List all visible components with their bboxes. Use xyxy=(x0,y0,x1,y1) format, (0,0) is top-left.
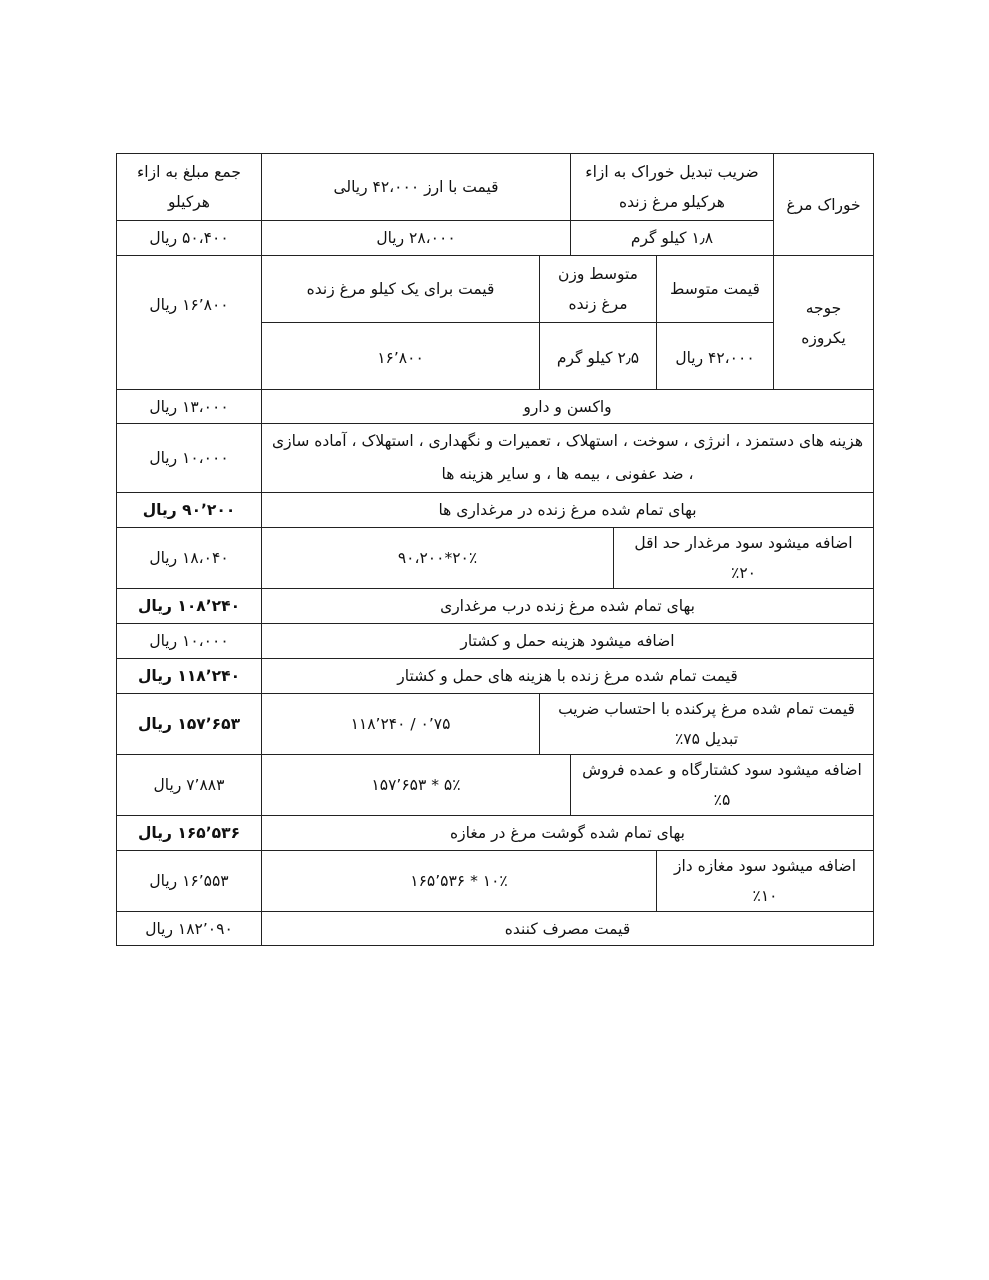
plucked-cost-label: قیمت تمام شده مرغ پرکنده با احتساب ضریب تبدیل ۷۵٪ xyxy=(540,694,874,755)
conversion-header: ضریب تبدیل خوراک به ازاء هرکیلو مرغ زنده xyxy=(571,154,774,221)
overhead-label: هزینه های دستمزد ، انرژی ، سوخت ، استهلاک ، تعمیرات و نگهداری ، استهلاک ، آماده سازی ، ضد عفونی ، بیمه ها ، و سایر هزینه ها xyxy=(262,424,874,493)
table-row xyxy=(117,493,874,528)
transport-label: اضافه میشود هزینه حمل و کشتار xyxy=(262,624,874,659)
shop-cost-total: ۱۶۵٬۵۳۶ ریال xyxy=(117,816,262,851)
plucked-cost-calc: ۰٬۷۵ / ۱۱۸٬۲۴۰ xyxy=(262,694,540,755)
table-row xyxy=(117,528,874,589)
wholesale-profit-label: اضافه میشود سود کشتارگاه و عمده فروش ۵٪ xyxy=(571,755,874,816)
table-row xyxy=(117,659,874,694)
per-kilo-header: قیمت برای یک کیلو مرغ زنده xyxy=(262,256,540,323)
slaughter-cost-label: قیمت تمام شده مرغ زنده با هزینه های حمل و کشتار xyxy=(262,659,874,694)
table-row xyxy=(117,851,874,912)
avg-weight-header: متوسط وزن مرغ زنده xyxy=(540,256,657,323)
farmer-profit-label: اضافه میشود سود مرغدار حد اقل ۲۰٪ xyxy=(614,528,874,589)
farm-cost-total: ۹۰٬۲۰۰ ریال xyxy=(117,493,262,528)
table-row xyxy=(117,816,874,851)
farmer-profit-total: ۱۸،۰۴۰ ریال xyxy=(117,528,262,589)
table-row xyxy=(117,694,874,755)
table-row xyxy=(117,256,874,323)
shop-cost-label: بهای تمام شده گوشت مرغ در مغازه xyxy=(262,816,874,851)
shop-profit-label: اضافه میشود سود مغازه داز ۱۰٪ xyxy=(657,851,874,912)
price-header: قیمت با ارز ۴۲،۰۰۰ ریالی xyxy=(262,154,571,221)
farm-gate-label: بهای تمام شده مرغ زنده درب مرغداری xyxy=(262,589,874,624)
overhead-total: ۱۰،۰۰۰ ریال xyxy=(117,424,262,493)
shop-profit-calc: ۱۰٪ * ۱۶۵٬۵۳۶ xyxy=(262,851,657,912)
farm-cost-label: بهای تمام شده مرغ زنده در مرغداری ها xyxy=(262,493,874,528)
table-row xyxy=(117,154,874,221)
farm-gate-total: ۱۰۸٬۲۴۰ ریال xyxy=(117,589,262,624)
slaughter-cost-total: ۱۱۸٬۲۴۰ ریال xyxy=(117,659,262,694)
plucked-cost-total: ۱۵۷٬۶۵۳ ریال xyxy=(117,694,262,755)
table-row xyxy=(117,221,874,256)
wholesale-profit-calc: ۵٪ * ۱۵۷٬۶۵۳ xyxy=(262,755,571,816)
avg-price-value: ۴۲،۰۰۰ ریال xyxy=(657,323,774,390)
transport-total: ۱۰،۰۰۰ ریال xyxy=(117,624,262,659)
cost-breakdown-table xyxy=(116,153,874,946)
chick-label: جوجه یکروزه xyxy=(774,256,874,390)
chick-total: ۱۶٬۸۰۰ ریال xyxy=(117,256,262,390)
consumer-price-total: ۱۸۲٬۰۹۰ ریال xyxy=(117,912,262,946)
table-row xyxy=(117,755,874,816)
per-kilo-value: ۱۶٬۸۰۰ xyxy=(262,323,540,390)
consumer-price-label: قیمت مصرف کننده xyxy=(262,912,874,946)
price-value: ۲۸،۰۰۰ ریال xyxy=(262,221,571,256)
table-row xyxy=(117,624,874,659)
shop-profit-total: ۱۶٬۵۵۳ ریال xyxy=(117,851,262,912)
feed-label: خوراک مرغ xyxy=(774,154,874,256)
vaccine-total: ۱۳،۰۰۰ ریال xyxy=(117,390,262,424)
vaccine-label: واکسن و دارو xyxy=(262,390,874,424)
table-row xyxy=(117,589,874,624)
wholesale-profit-total: ۷٬۸۸۳ ریال xyxy=(117,755,262,816)
avg-weight-value: ۲٫۵ کیلو گرم xyxy=(540,323,657,390)
conversion-value: ۱٫۸ کیلو گرم xyxy=(571,221,774,256)
table-row xyxy=(117,424,874,493)
total-header: جمع مبلغ به ازاء هرکیلو xyxy=(117,154,262,221)
farmer-profit-calc: ۲۰٪*۹۰،۲۰۰ xyxy=(262,528,614,589)
total-value: ۵۰،۴۰۰ ریال xyxy=(117,221,262,256)
avg-price-header: قیمت متوسط xyxy=(657,256,774,323)
table-row xyxy=(117,912,874,946)
table-row xyxy=(117,390,874,424)
